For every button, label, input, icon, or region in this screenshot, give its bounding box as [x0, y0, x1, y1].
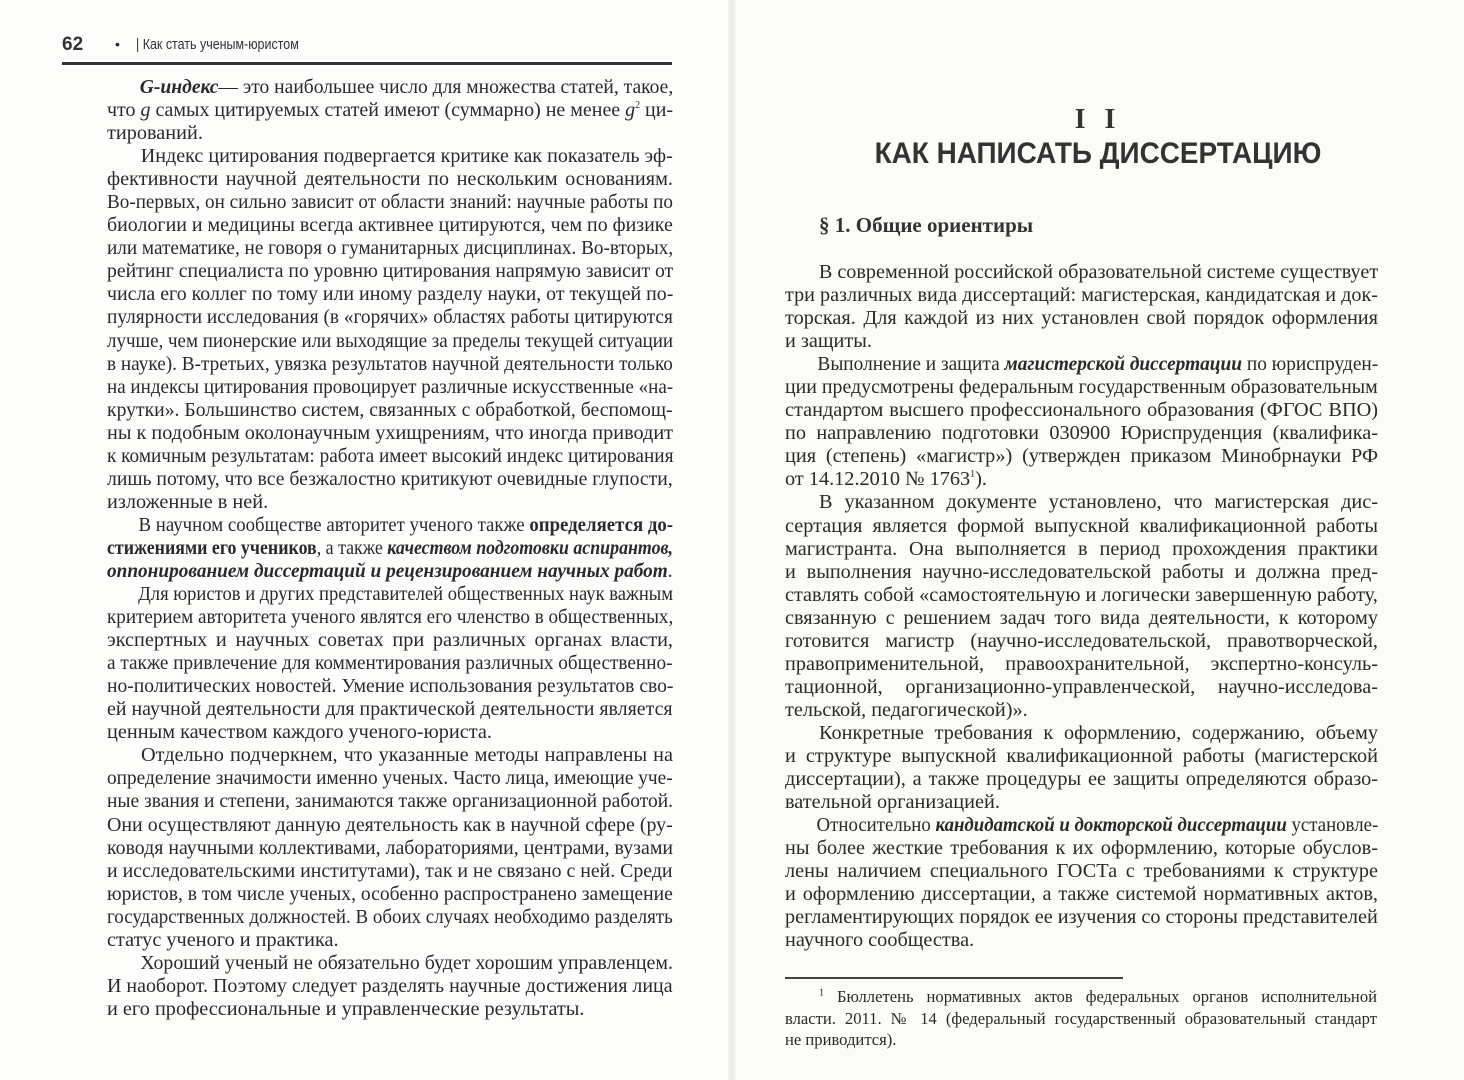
text-run: g — [140, 99, 151, 122]
text-line: по направлению подготовки 030900 Юриспруденция (квалифика- — [785, 422, 1378, 445]
text-line: готовится магистр (научно-исследовательской, правотворческой, — [785, 629, 1378, 652]
text-line: ставлять собой «самостоятельную и логически завершенную работу, — [785, 583, 1378, 606]
text-line: научного сообщества. — [785, 929, 975, 952]
text-line: или математике, не говоря о гуманитарных дисциплинах. Во-вторых, — [107, 237, 674, 260]
text-line: ции предусмотрены федеральным государственным образовательным — [785, 376, 1378, 399]
text-run: ци- — [640, 99, 674, 122]
text-line: В указанном документе установлено, что магистерская дис- — [819, 491, 1378, 514]
paragraph — [785, 353, 1378, 491]
text-line: а также привлечение для комментирования различных общественно- — [107, 652, 673, 675]
text-line — [785, 814, 1379, 837]
text-line: три различных вида диссертаций: магистерская, кандидатская и док- — [785, 284, 1379, 307]
text-line — [107, 536, 674, 560]
paragraph — [785, 261, 1378, 353]
text-line: но-политических новостей. Умение использования результатов сво- — [107, 675, 674, 698]
paragraph — [785, 722, 1378, 814]
text-line: тирований. — [107, 122, 203, 145]
text-run: Относительно — [816, 814, 936, 837]
text-line: и оформлению диссертации, а также системой нормативных актов, — [785, 883, 1378, 906]
text-line — [785, 986, 1377, 1008]
text-line: тельской, педагогической)». — [785, 698, 1028, 721]
text-line: ей научной деятельности для практической деятельности является — [107, 698, 673, 721]
right-page-body — [785, 261, 1378, 952]
text-line: тационной, организационно-управленческой, научно-исследова- — [785, 675, 1378, 698]
text-line — [107, 99, 674, 122]
paragraph — [107, 514, 673, 583]
text-line: биологии и медицины всегда активнее цитируются, чем по физике — [107, 214, 673, 237]
text-line: числа его коллег по тому или иному разделу науки, от текущей по- — [107, 283, 674, 306]
text-line: не приводится). — [785, 1030, 897, 1049]
footnote-rule — [785, 977, 1123, 979]
text-line: к комичным результатам: работа имеет высокий индекс цитирования — [107, 444, 674, 467]
text-line: и выполнения научно-исследовательской работы и должна пред- — [785, 560, 1378, 583]
text-line: связанную с решением задач того вида деятельности, к которому — [785, 606, 1378, 629]
text-line: ция (степень) «магистр») (утвержден приказом Минобрнауки РФ — [785, 445, 1378, 468]
text-line: экспертных и научных советах при различных органах власти, — [107, 629, 673, 652]
running-head — [62, 32, 672, 65]
text-line: правоприменительной, правоохранительной, экспертно-консуль- — [785, 652, 1378, 675]
bullet-icon: • — [115, 36, 120, 52]
text-run: качеством подготовки аспирантов, — [387, 536, 674, 559]
superscript: 1 — [970, 469, 976, 481]
paragraph — [785, 814, 1378, 952]
text-run: самых цитируемых статей имеют (суммарно) не менее — [150, 99, 626, 122]
text-line: торская. Для каждой из них установлен свой порядок оформления — [785, 307, 1378, 330]
text-line: власти. 2011. № 14 (федеральный государственный образовательный стандарт — [785, 1008, 1377, 1028]
text-line: Они осуществляют данную деятельность как в научной сфере (ру- — [107, 813, 673, 836]
text-line: Во-первых, он сильно зависит от области знаний: научные работы по — [107, 191, 673, 214]
text-line: ценным качеством каждого ученого-юриста. — [107, 721, 492, 744]
text-line: ны к подобным околонаучным ухищрениям, что иногда приводит — [107, 421, 674, 444]
text-line: Конкретные требования к оформлению, содержанию, объему — [819, 721, 1378, 744]
text-line: ные звания и степени, занимаются также организационной работой. — [107, 790, 674, 813]
text-line: диссертации), а также процедуры ее защиты определяются образо- — [785, 768, 1378, 791]
text-line: и его профессиональные и управленческие результаты. — [107, 997, 585, 1020]
text-line: в науке). В-третьих, увязка результатов научной деятельности только — [107, 352, 673, 375]
text-line — [785, 468, 1378, 491]
text-line: сертация является формой выпускной квалификационной работы — [785, 514, 1378, 537]
text-line: критерием авторитета ученого являтся его членство в общественных, — [107, 606, 674, 629]
text-line: государственных должностей. В обоих случаях необходимо разделять — [107, 905, 673, 928]
text-run: магистерской диссертации — [1004, 353, 1243, 376]
text-line — [785, 353, 1379, 376]
text-line: лены наличием специального ГОСТа с требованиями к структуре — [785, 860, 1378, 883]
text-line: ны более жесткие требования к их оформлению, которые обуслов- — [785, 837, 1378, 860]
text-line: Для юристов и других представителей общественных наук важным — [138, 583, 674, 606]
text-line: на индексы цитирования провоцирует различные искусственные «на- — [107, 375, 674, 398]
text-line — [107, 513, 674, 537]
text-line: Индекс цитирования подвергается критике как показатель эф- — [140, 145, 673, 168]
text-run: Бюллетень нормативных актов федеральных органов исполнительной — [824, 987, 1377, 1006]
text-run: Выполнение и защита — [817, 353, 1005, 376]
paragraph — [107, 583, 673, 744]
text-run: что — [107, 99, 141, 122]
text-run: В научном сообществе авторитет ученого также — [138, 513, 530, 536]
text-run: определяется до- — [529, 513, 674, 536]
running-title: | Как стать ученым-юристом — [136, 37, 299, 53]
chapter-number: I I — [1074, 104, 1122, 135]
text-line: рейтинг специалиста по уровню цитирования напрямую зависит от — [107, 260, 674, 283]
text-line: определение значимости именно ученых. Часто лица, имеющие уче- — [107, 767, 673, 790]
text-line: Отдельно подчеркнем, что указанные методы направлены на — [141, 744, 673, 767]
text-run: ). — [975, 468, 987, 491]
text-line: крутки». Большинство систем, связанных с обработкой, беспомощ- — [107, 398, 673, 421]
text-line: статус ученого и практика. — [107, 928, 339, 951]
text-line: и исследовательскими институтами), так и не связано с ней. Среди — [107, 859, 673, 882]
paragraph — [107, 76, 673, 145]
text-line: пулярности исследования (в «горячих» областях работы цитируются — [107, 306, 673, 329]
footnote — [785, 986, 1377, 1051]
chapter-title: КАК НАПИСАТЬ ДИССЕРТАЦИЮ — [874, 137, 1322, 170]
text-line: Хороший ученый не обязательно будет хорошим управленцем. — [140, 951, 673, 974]
text-line: лишь потому, что все безжалостно критикуют очевидные глупости, — [107, 467, 673, 490]
text-line: стандартом высшего профессионального образования (ФГОС ВПО) — [785, 399, 1378, 422]
text-line — [107, 559, 673, 583]
text-line: и защиты. — [785, 330, 872, 353]
text-line: изложенные в ней. — [107, 490, 269, 513]
text-line: ководя научными коллективами, лабораториями, центрами, вузами — [107, 836, 674, 859]
text-line: И наоборот. Поэтому следует разделять научные достижения лица — [107, 974, 673, 997]
text-run: g — [625, 99, 636, 122]
left-page-body — [107, 76, 673, 1021]
text-line — [107, 76, 674, 99]
text-line: юристов, в том числе ученых, особенно распространено замещение — [107, 882, 673, 905]
text-line: вательной организацией. — [785, 791, 1000, 814]
paragraph — [785, 491, 1378, 721]
text-run: установле- — [1286, 814, 1379, 837]
text-line: В современной российской образовательной системе существует — [818, 261, 1379, 283]
text-run: оппонированием диссертаций и рецензированием научных работ — [107, 559, 668, 582]
right-page — [732, 0, 1464, 1080]
section-title: § 1. Общие ориентиры — [819, 213, 1034, 237]
text-run: кандидатской и докторской диссертации — [935, 814, 1287, 837]
page-number: 62 — [62, 34, 84, 55]
text-line: и структуре выпускной квалификационной работы (магистерской — [785, 744, 1378, 767]
text-run: , а также — [316, 536, 388, 559]
superscript: 2 — [635, 100, 641, 112]
paragraph — [107, 744, 673, 951]
text-run: . — [667, 559, 673, 582]
paragraph — [107, 145, 673, 514]
text-line: лучше, чем пионерские или выходящие за пределы текущей ситуации — [107, 329, 674, 352]
text-line: магистранта. Она выполняется в период прохождения практики — [785, 537, 1378, 560]
text-run: — это наибольшее число для множества статей, такое, — [218, 76, 674, 98]
text-line: фективности научной деятельности по нескольким основаниям. — [107, 168, 673, 191]
text-run: от 14.12.2010 № 1763 — [785, 468, 971, 491]
paragraph — [107, 952, 673, 1021]
text-run: стижениями его учеников — [107, 536, 317, 559]
superscript: 1 — [819, 987, 824, 999]
text-line: регламентирующих порядок ее изучения со стороны представителей — [785, 906, 1378, 929]
text-run: G-индекс — [139, 76, 219, 98]
text-run: по юриспруден- — [1242, 353, 1379, 376]
